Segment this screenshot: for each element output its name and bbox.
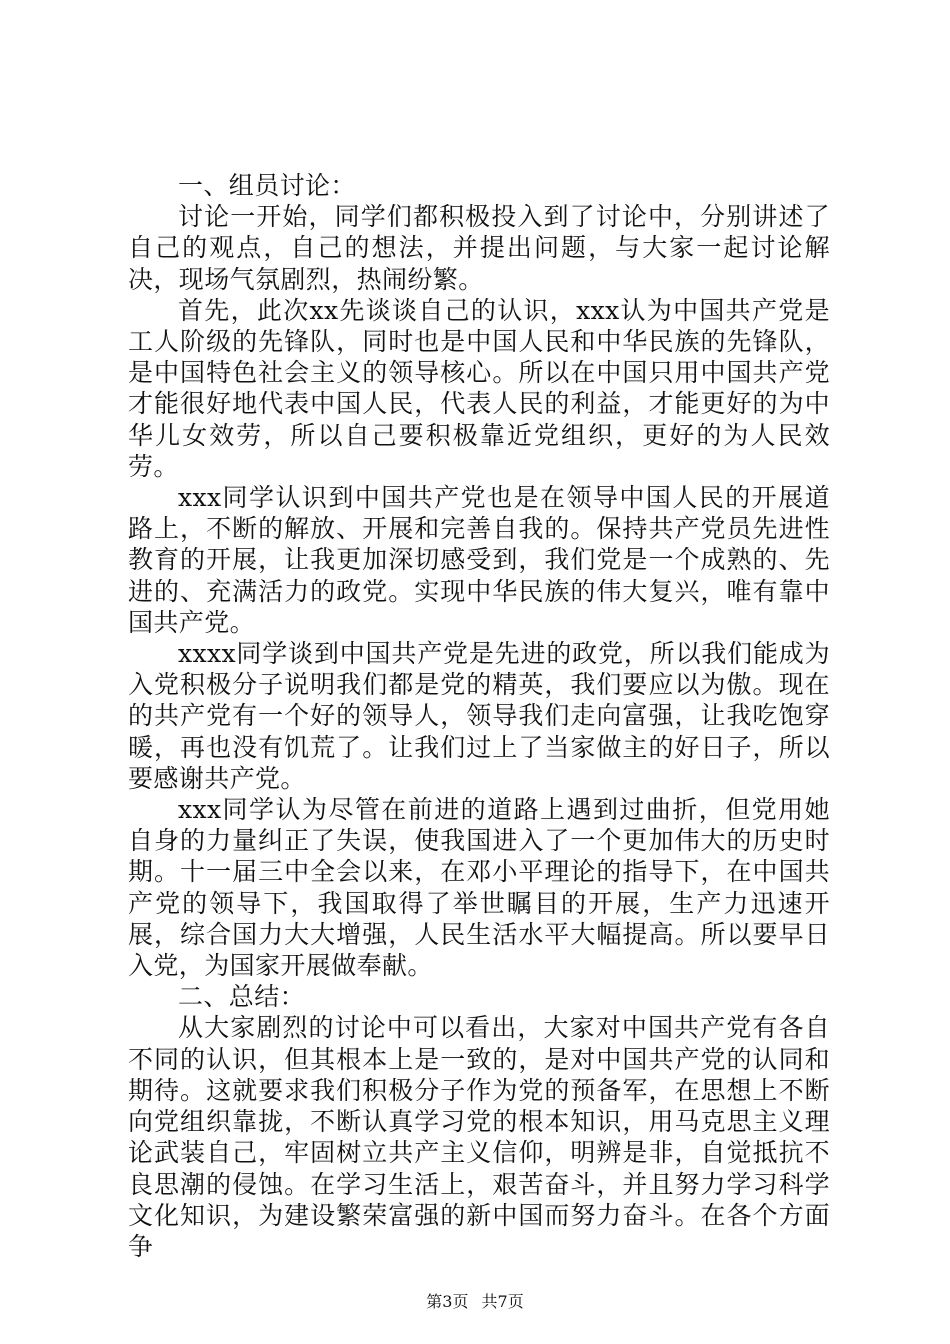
paragraph-first-speaker: 首先，此次xx先谈谈自己的认识，xxx认为中国共产党是工人阶级的先锋队，同时也是中国人民和中华民族的先锋队，是中国特色社会主义的领导核心。所以在中国只用中国共产党才能很好地代表中国人民，代表人民的利益，才能更好的为中华儿女效劳，所以自己要积极靠近党组织，更好的为人民效劳。 <box>128 295 830 481</box>
page-number: 第3页 <box>426 1292 469 1311</box>
heading-group-discussion: 一、组员讨论： <box>178 171 356 200</box>
heading-summary: 二、总结： <box>178 982 306 1012</box>
paragraph-third-speaker: xxxx同学谈到中国共产党是先进的政党，所以我们能成为入党积极分子说明我们都是党的精英，我们要应以为傲。现在的共产党有一个好的领导人，领导我们走向富强，让我吃饱穿暖，再也没有饥荒了。让我们过上了当家做主的好日子，所以要感谢共产党。 <box>128 639 830 793</box>
page-footer <box>0 1292 950 1312</box>
paragraph-discussion-intro: 讨论一开始，同学们都积极投入到了讨论中，分别讲述了自己的观点，自己的想法，并提出问题，与大家一起讨论解决，现场气氛剧烈，热闹纷繁。 <box>128 202 830 294</box>
paragraph-second-speaker: xxx同学认识到中国共产党也是在领导中国人民的开展道路上，不断的解放、开展和完善自我的。保持共产党员先进性教育的开展，让我更加深切感受到，我们党是一个成熟的、先进的、充满活力的政党。实现中华民族的伟大复兴，唯有靠中国共产党。 <box>128 483 830 637</box>
document-body <box>128 170 830 1262</box>
paragraph-summary: 从大家剧烈的讨论中可以看出，大家对中国共产党有各自不同的认识，但其根本上是一致的，是对中国共产党的认同和期待。这就要求我们积极分子作为党的预备军，在思想上不断向党组织靠拢，不断认真学习党的根本知识，用马克思主义理论武装自己，牢固树立共产主义信仰，明辨是非，自觉抵抗不良思潮的侵蚀。在学习生活上，艰苦奋斗，并且努力学习科学文化知识，为建设繁荣富强的新中国而努力奋斗。在各个方面争 <box>128 1013 830 1261</box>
page-total: 共7页 <box>481 1292 524 1311</box>
paragraph-fourth-speaker: xxx同学认为尽管在前进的道路上遇到过曲折，但党用她自身的力量纠正了失误，使我国进入了一个更加伟大的历史时期。十一届三中全会以来，在邓小平理论的指导下，在中国共产党的领导下，我国取得了举世瞩目的开展，生产力迅速开展，综合国力大大增强，人民生活水平大幅提高。所以要早日入党，为国家开展做奉献。 <box>128 795 830 981</box>
